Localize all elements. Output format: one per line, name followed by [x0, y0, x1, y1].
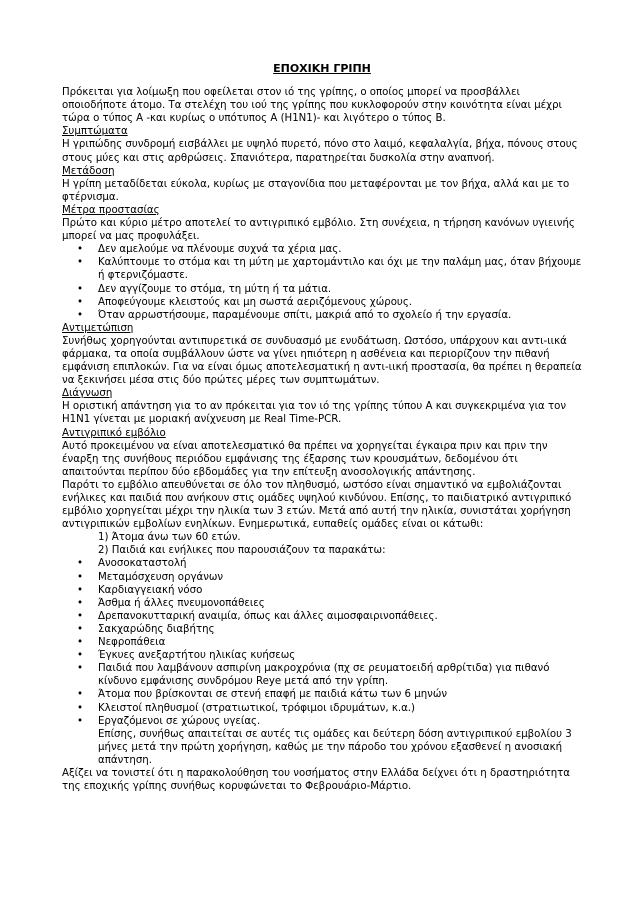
list-item: • Σακχαρώδης διαβήτης — [62, 623, 582, 636]
conditions-list — [62, 557, 582, 727]
list-item: • Ανοσοκαταστολή — [62, 557, 582, 570]
vaccine-heading: Αντιγριπικό εμβόλιο — [62, 427, 166, 439]
transmission-heading: Μετάδοση — [62, 165, 115, 177]
list-item: • Νεφροπάθεια — [62, 636, 582, 649]
risk-group-list — [62, 531, 582, 557]
document-title: ΕΠΟΧΙΚΗ ΓΡΙΠΗ — [273, 62, 371, 75]
protection-paragraph: Πρώτο και κύριο μέτρο αποτελεί το αντιγριπικό εμβόλιο. Στη συνέχεια, η τήρηση κανόνων υγιεινής μπορεί να μας προφυλάξει. — [62, 218, 575, 243]
list-item: • Έγκυες ανεξαρτήτου ηλικίας κυήσεως — [62, 649, 582, 662]
list-item: • Άτομα που βρίσκονται σε στενή επαφή με παιδιά κάτω των 6 μηνών — [62, 688, 582, 701]
treatment-paragraph: Συνήθως χορηγούνται αντιπυρετικά σε συνδυασμό με ενυδάτωση. Ωστόσο, υπάρχουν και αντι-ιικά φάρμακα, τα οποία συμβάλλουν ώστε να γίνει ηπιότερη η ασθένεια και περιορίζουν την πιθανή εμφάνιση επιπλοκών. Για να είναι όμως αποτελεσματική η αντι-ιική προστασία, θα πρέπει η θεραπεία να ξεκινήσει μέσα στις δύο πρώτες μέρες των συμπτωμάτων. — [62, 335, 582, 387]
list-item: 1) Άτομα άνω των 60 ετών. — [98, 532, 241, 544]
list-item: • Δεν αγγίζουμε το στόμα, τη μύτη ή τα μάτια. — [62, 283, 582, 296]
vaccine-paragraph-2: Παρότι το εμβόλιο απευθύνεται σε όλο τον πληθυσμό, ωστόσο είναι σημαντικό να εμβολιάζονται ενήλικες και παιδιά που ανήκουν στις ομάδες υψηλού κινδύνου. Επίσης, το παιδιατρικό αντιγριπικό εμβόλιο χορηγείται μέχρι την ηλικία των 3 ετών. Μετά από αυτή την ηλικία, συνιστάται χορήγηση αντιγριπικών εμβολίων ενηλίκων. Ενημερωτικά, ευπαθείς ομάδες είναι οι κάτωθι: — [62, 479, 572, 531]
list-item: • Μεταμόσχευση οργάνων — [62, 571, 582, 584]
protection-heading: Μέτρα προστασίας — [62, 204, 160, 216]
list-item: • Κλειστοί πληθυσμοί (στρατιωτικοί, τρόφιμοι ιδρυμάτων, κ.α.) — [62, 702, 582, 715]
list-item: • Δεν αμελούμε να πλένουμε συχνά τα χέρια μας. — [62, 243, 582, 256]
list-item: • Όταν αρρωστήσουμε, παραμένουμε σπίτι, μακριά από το σχολείο ή την εργασία. — [62, 309, 582, 322]
symptoms-paragraph: Η γριπώδης συνδρομή εισβάλλει με υψηλό πυρετό, πόνο στο λαιμό, κεφαλαλγία, βήχα, πόνους στους στους μύες και στις αρθρώσεις. Σπανιότερα, παρατηρείται δυσκολία στην αναπνοή. — [62, 139, 578, 164]
symptoms-heading: Συμπτώματα — [62, 126, 128, 138]
document-page — [62, 62, 582, 793]
list-item: • Εργαζόμενοι σε χώρους υγείας. — [62, 715, 582, 728]
protection-list — [62, 243, 582, 322]
diagnosis-paragraph: Η οριστική απάντηση για το αν πρόκειται για τον ιό της γρίπης τύπου Α και συγκεκριμένα για τον Η1Ν1 γίνεται με μοριακή ανίχνευση με Real Time-PCR. — [62, 401, 567, 426]
transmission-paragraph: Η γρίπη μεταδίδεται εύκολα, κυρίως με σταγονίδια που μεταφέρονται με τον βήχα, αλλά και με το φτέρνισμα. — [62, 178, 570, 203]
list-item: • Αποφεύγουμε κλειστούς και μη σωστά αεριζόμενους χώρους. — [62, 296, 582, 309]
second-dose-note: Επίσης, συνήθως απαιτείται σε αυτές τις ομάδες και δεύτερη δόση αντιγριπικού εμβολίου 3 μήνες μετά την πρώτη χορήγηση, καθώς με την πάροδο του χρόνου εξασθενεί η ανοσιακή απάντηση. — [98, 728, 572, 766]
list-item: 2) Παιδιά και ενήλικες που παρουσιάζουν τα παρακάτω: — [98, 545, 386, 557]
list-item: • Καρδιαγγειακή νόσο — [62, 584, 582, 597]
list-item: • Καλύπτουμε το στόμα και τη μύτη με χαρτομάντιλο και όχι με την παλάμη μας, όταν βήχουμε ή φτερνιζόμαστε. — [62, 256, 582, 282]
closing-paragraph: Αξίζει να τονιστεί ότι η παρακολούθηση του νοσήματος στην Ελλάδα δείχνει ότι η δραστηριότητα της εποχικής γρίπης συνήθως κορυφώνεται το Φεβρουάριο-Μάρτιο. — [62, 767, 571, 793]
list-item: • Παιδιά που λαμβάνουν ασπιρίνη μακροχρόνια (πχ σε ρευματοειδή αρθρίτιδα) για πιθανό κίνδυνο εμφάνισης συνδρόμου Reye μετά από την γρίπη. — [62, 662, 582, 688]
treatment-heading: Αντιμετώπιση — [62, 322, 134, 334]
diagnosis-heading: Διάγνωση — [62, 388, 113, 400]
list-item: • Δρεπανοκυτταρική αναιμία, όπως και άλλες αιμοσφαιρινοπάθειες. — [62, 610, 582, 623]
vaccine-paragraph-1: Αυτό προκειμένου να είναι αποτελεσματικό θα πρέπει να χορηγείται έγκαιρα πριν και πριν την έναρξη της συνήθους περιόδου εμφάνισης της έξαρσης των κρουσμάτων, δεδομένου ότι απαιτούνται περίπου δύο εβδομάδες για την επίτευξη ανοσολογικής απάντησης. — [62, 440, 548, 478]
intro-paragraph: Πρόκειται για λοίμωξη που οφείλεται στον ιό της γρίπης, ο οποίος μπορεί να προσβάλλει οποιοδήποτε άτομο. Τα στελέχη του ιού της γρίπης που κυκλοφορούν στην κοινότητα είναι μέχρι τώρα ο τύπος Α -και κυρίως ο υπότυπος Α (Η1Ν1)- και λιγότερο ο τύπος Β. — [62, 87, 562, 125]
list-item: • Άσθμα ή άλλες πνευμονοπάθειες — [62, 597, 582, 610]
